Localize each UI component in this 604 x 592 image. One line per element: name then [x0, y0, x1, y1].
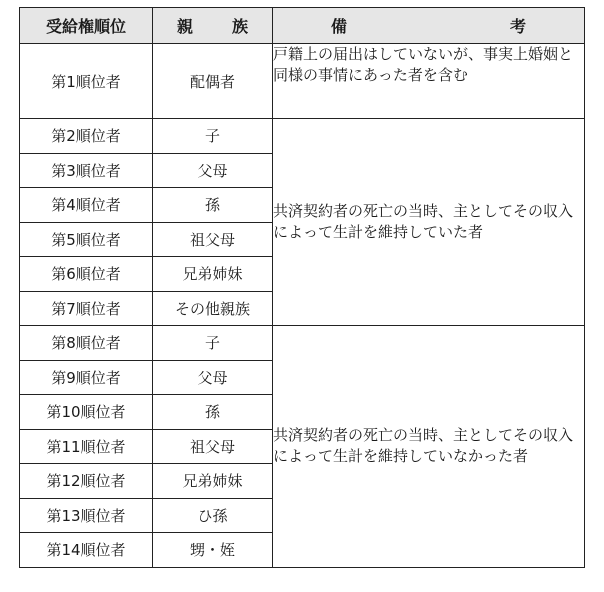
relation-cell: 子 [153, 119, 273, 154]
relation-cell: 父母 [153, 360, 273, 395]
note-cell-spouse: 戸籍上の届出はしていないが、事実上婚姻と同様の事情にあった者を含む [273, 44, 585, 119]
note-cell-non-dependent: 共済契約者の死亡の当時、主としてその収入によって生計を維持していなかった者 [273, 326, 585, 568]
header-note [273, 8, 585, 44]
relation-cell: 兄弟姉妹 [153, 464, 273, 499]
rank-cell: 第1順位者 [20, 44, 153, 119]
relation-cell: 祖父母 [153, 429, 273, 464]
rank-cell: 第12順位者 [20, 464, 153, 499]
rank-cell: 第11順位者 [20, 429, 153, 464]
relation-cell: 子 [153, 326, 273, 361]
header-relation [153, 8, 273, 44]
rank-cell: 第7順位者 [20, 291, 153, 326]
header-rank: 受給権順位 [20, 8, 153, 44]
rank-cell: 第10順位者 [20, 395, 153, 430]
relation-cell: 配偶者 [153, 44, 273, 119]
relation-cell: ひ孫 [153, 498, 273, 533]
header-relation-char-1: 親 [177, 17, 194, 36]
note-cell-dependent: 共済契約者の死亡の当時、主としてその収入によって生計を維持していた者 [273, 119, 585, 326]
rank-cell: 第6順位者 [20, 257, 153, 292]
rank-cell: 第14順位者 [20, 533, 153, 568]
table-header-row [20, 8, 585, 44]
rank-cell: 第3順位者 [20, 153, 153, 188]
rank-cell: 第8順位者 [20, 326, 153, 361]
header-note-char-1: 備 [331, 17, 348, 36]
table-row [20, 44, 585, 119]
rank-cell: 第13順位者 [20, 498, 153, 533]
table-row [20, 326, 585, 361]
relation-cell: 孫 [153, 188, 273, 223]
rank-cell: 第9順位者 [20, 360, 153, 395]
relation-cell: 孫 [153, 395, 273, 430]
table-row [20, 119, 585, 154]
relation-cell: その他親族 [153, 291, 273, 326]
beneficiary-order-table [19, 7, 585, 568]
rank-cell: 第4順位者 [20, 188, 153, 223]
relation-cell: 甥・姪 [153, 533, 273, 568]
relation-cell: 祖父母 [153, 222, 273, 257]
relation-cell: 兄弟姉妹 [153, 257, 273, 292]
relation-cell: 父母 [153, 153, 273, 188]
header-note-char-2: 考 [509, 17, 526, 36]
header-relation-char-2: 族 [231, 17, 248, 36]
rank-cell: 第2順位者 [20, 119, 153, 154]
rank-cell: 第5順位者 [20, 222, 153, 257]
